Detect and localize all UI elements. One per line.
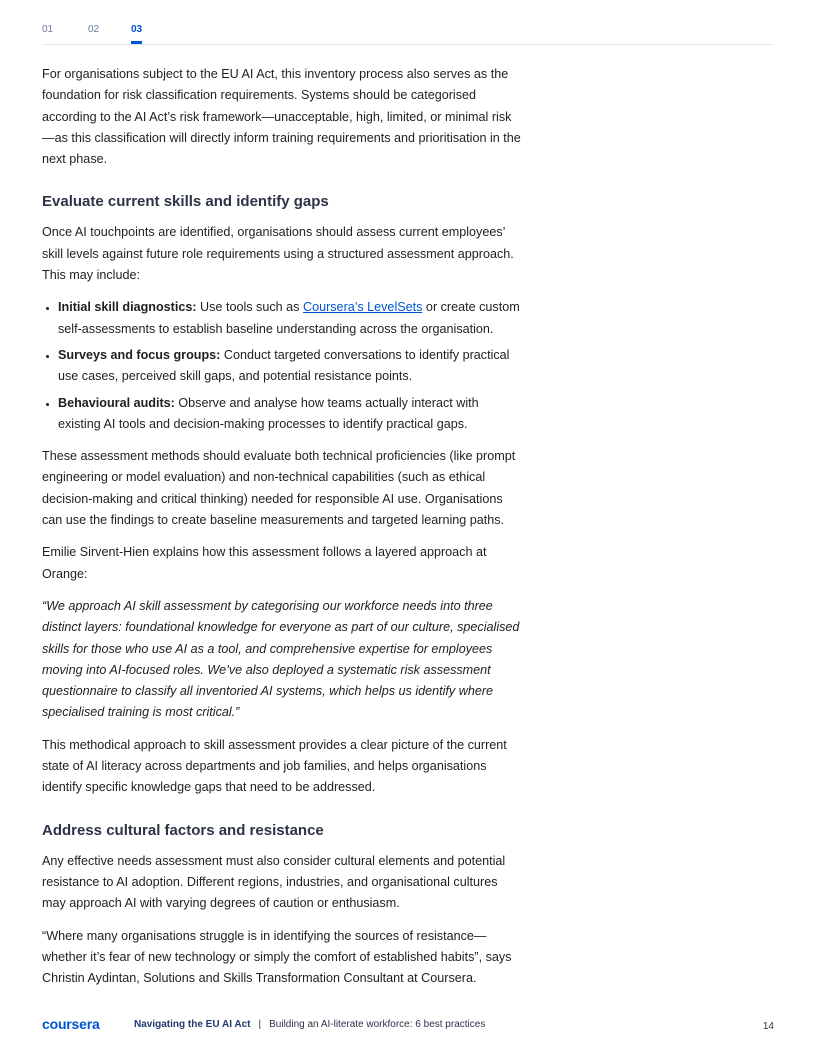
footer-title-bold: Navigating the EU AI Act	[134, 1019, 251, 1030]
bullet-text: or create custom self-assessments to establish baseline understanding across the organisation.	[58, 300, 520, 336]
main-content	[42, 64, 522, 1000]
orange-quote: “We approach AI skill assessment by categorising our workforce needs into three distinct layers: foundational knowledge for everyone as part of our culture, specialised skills for those who use AI as a tool, and comprehensive expertise for employees moving into AI-focused roles. We’ve also deployed a systematic risk assessment questionnaire to classify all inventoried AI systems, which helps us identify where specialised training is most critical.”	[42, 598, 520, 720]
resistance-quote-paragraph: “Where many organisations struggle is in identifying the sources of resistance—whether it’s fear of new technology or simply the comfort of established habits”, says Christin Aydintan, Solutions and Skills Transformation Consultant at Coursera.	[42, 928, 512, 986]
heading-evaluate-skills: Evaluate current skills and identify gaps	[42, 193, 329, 211]
assessment-paragraph: Once AI touchpoints are identified, organisations should assess current employees’ skill levels against future role requirements using a structured assessment approach. This may include:	[42, 225, 514, 283]
bullet-text: Use tools such as	[196, 300, 303, 315]
bullet-label: Surveys and focus groups:	[58, 347, 221, 362]
list-item	[58, 345, 522, 388]
methods-paragraph: These assessment methods should evaluate both technical proficiencies (like prompt engineering or model evaluation) and non-technical capabilities (such as ethical decision-making and critical thinking) needed for responsible AI use. Organisations can use the findings to create baseline measurements and targeted learning paths.	[42, 449, 516, 528]
tab-02[interactable]: 02	[88, 24, 100, 35]
footer-separator: |	[258, 1019, 262, 1030]
bullet-label: Initial skill diagnostics:	[58, 300, 197, 315]
footer-subtitle: Building an AI-literate workforce: 6 best practices	[269, 1019, 486, 1030]
heading-cultural-factors: Address cultural factors and resistance	[42, 821, 324, 839]
tab-03-active[interactable]: 03	[131, 24, 143, 35]
summary-paragraph: This methodical approach to skill assessment provides a clear picture of the current state of AI literacy across departments and job families, and helps organisations identify specific knowledge gaps that need to be addressed.	[42, 737, 507, 795]
bullet-label: Behavioural audits:	[58, 395, 175, 410]
page-footer	[42, 1017, 774, 1037]
levelsets-link[interactable]: Coursera’s LevelSets	[302, 300, 423, 315]
section-tabs	[42, 22, 774, 45]
cultural-paragraph: Any effective needs assessment must also consider cultural elements and potential resistance to AI adoption. Different regions, industries, and organisational cultures may approach AI with varying degrees of caution or enthusiasm.	[42, 853, 506, 911]
footer-title	[134, 1019, 485, 1030]
page-number: 14	[762, 1021, 774, 1032]
intro-paragraph: For organisations subject to the EU AI Act, this inventory process also serves as the foundation for risk classification requirements. Systems should be categorised according to the AI Act’s risk framework—unacceptable, high, limited, or minimal risk—as this classification will directly inform training requirements and prioritisation in the next phase.	[42, 67, 521, 167]
bullet-text: Observe and analyse how teams actually interact with existing AI tools and decision-making processes to identify practical gaps.	[58, 395, 479, 431]
list-item	[58, 297, 522, 340]
tab-01[interactable]: 01	[42, 24, 54, 35]
orange-intro-paragraph: Emilie Sirvent-Hien explains how this assessment follows a layered approach at Orange:	[42, 545, 487, 581]
assessment-methods-list	[42, 297, 522, 435]
list-item	[58, 393, 522, 436]
coursera-logo: coursera	[42, 1016, 100, 1032]
bullet-text: Conduct targeted conversations to identify practical use cases, perceived skill gaps, and potential resistance points.	[58, 347, 510, 384]
